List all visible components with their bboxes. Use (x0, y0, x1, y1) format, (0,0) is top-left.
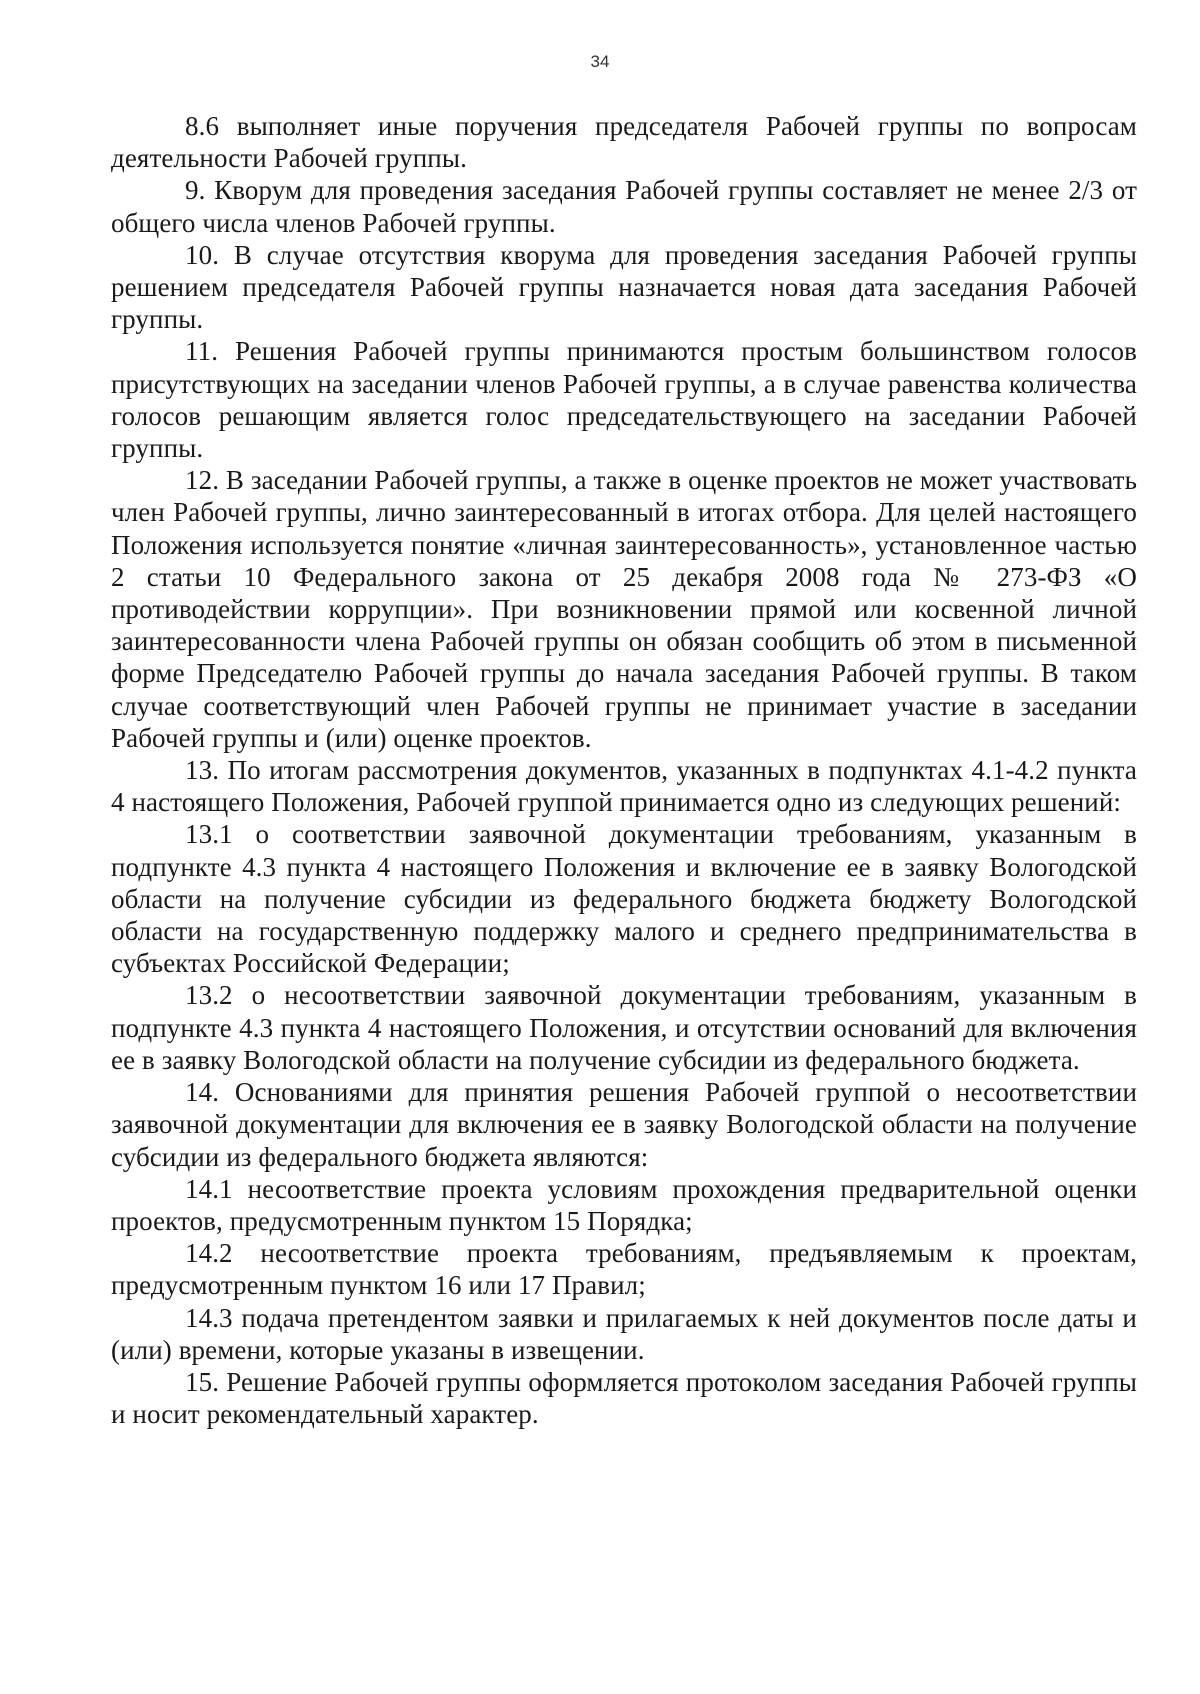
paragraph-9: 9. Кворум для проведения заседания Рабочей группы составляет не менее 2/3 от общего числа членов Рабочей группы. (111, 175, 1137, 238)
paragraph-8-6: 8.6 выполняет иные поручения председателя Рабочей группы по вопросам деятельности Рабочей группы. (111, 111, 1137, 174)
paragraph-14-3: 14.3 подача претендентом заявки и прилагаемых к ней документов после даты и (или) времени, которые указаны в извещении. (111, 1302, 1137, 1365)
paragraph-11: 11. Решения Рабочей группы принимаются простым большинством голосов присутствующих на заседании членов Рабочей группы, а в случае равенства количества голосов решающим является голос председательствующего на заседании Рабочей группы. (111, 336, 1137, 464)
paragraph-13: 13. По итогам рассмотрения документов, указанных в подпунктах 4.1-4.2 пункта 4 настоящего Положения, Рабочей группой принимается одно из следующих решений: (111, 755, 1137, 818)
paragraph-14: 14. Основаниями для принятия решения Рабочей группой о несоответствии заявочной документации для включения ее в заявку Вологодской области на получение субсидии из федерального бюджета являются: (111, 1077, 1137, 1172)
paragraph-10: 10. В случае отсутствия кворума для проведения заседания Рабочей группы решением председателя Рабочей группы назначается новая дата заседания Рабочей группы. (111, 239, 1137, 335)
document-body (111, 110, 1137, 1430)
paragraph-14-2: 14.2 несоответствие проекта требованиям, предъявляемым к проектам, предусмотренным пунктом 16 или 17 Правил; (111, 1238, 1137, 1301)
paragraph-13-2: 13.2 о несоответствии заявочной документации требованиям, указанным в подпункте 4.3 пункта 4 настоящего Положения, и отсутствии оснований для включения ее в заявку Вологодской области на получение субсидии из федерального бюджета. (111, 980, 1137, 1075)
paragraph-12: 12. В заседании Рабочей группы, а также в оценке проектов не может участвовать член Рабочей группы, лично заинтересованный в итогах отбора. Для целей настоящего Положения используется понятие «личная заинтересованность», установленное частью 2 статьи 10 Федерального закона от 25 декабря 2008 года № 273-ФЗ «О противодействии коррупции». При возникновении прямой или косвенной личной заинтересованности члена Рабочей группы он обязан сообщить об этом в письменной форме Председателю Рабочей группы до начала заседания Рабочей группы. В таком случае соответствующий член Рабочей группы не принимает участие в заседании Рабочей группы и (или) оценке проектов. (111, 465, 1137, 753)
paragraph-13-1: 13.1 о соответствии заявочной документации требованиям, указанным в подпункте 4.3 пункта 4 настоящего Положения и включение ее в заявку Вологодской области на получение субсидии из федерального бюджета бюджету Вологодской области на государственную поддержку малого и среднего предпринимательства в субъектах Российской Федерации; (111, 819, 1137, 979)
paragraph-15: 15. Решение Рабочей группы оформляется протоколом заседания Рабочей группы и носит рекомендательный характер. (111, 1366, 1137, 1430)
paragraph-14-1: 14.1 несоответствие проекта условиям прохождения предварительной оценки проектов, предусмотренным пунктом 15 Порядка; (111, 1173, 1137, 1236)
page-number: 34 (590, 52, 610, 71)
